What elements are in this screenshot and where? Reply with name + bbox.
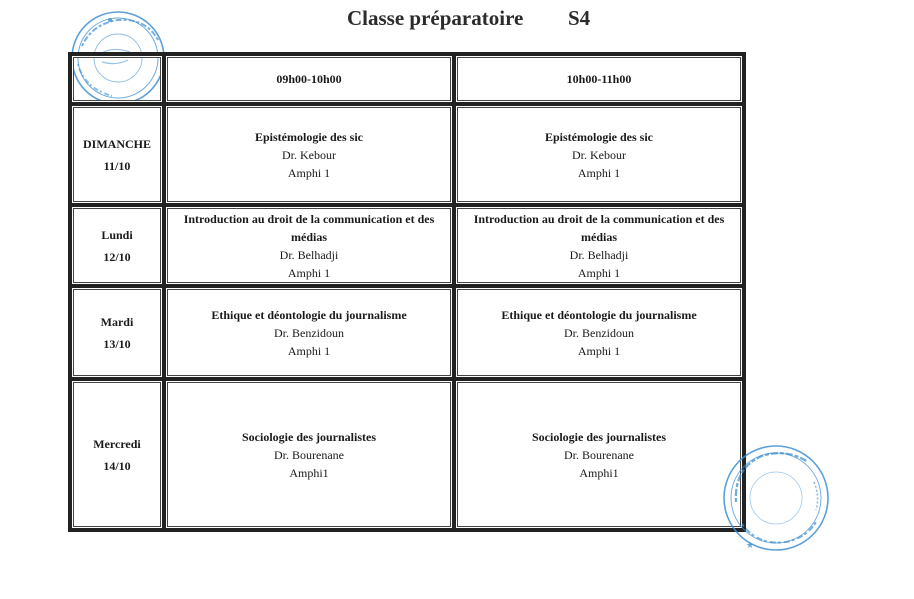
table-row [70,286,744,379]
schedule-table [68,52,746,532]
table-row [70,104,744,205]
course-title: Ethique et déontologie du journalisme [501,307,697,322]
course-cell [164,205,454,286]
course-cell [454,286,744,379]
course-cell [454,205,744,286]
course-title: Introduction au droit de la communication et des médias [473,211,725,244]
room-name: Amphi 1 [287,343,331,358]
course-title: Epistémologie des sic [255,129,363,144]
teacher-name: Dr. Benzidoun [274,325,344,340]
day-date: 14/10 [103,458,131,473]
course-cell [164,286,454,379]
day-cell [70,205,164,286]
course-cell [454,379,744,530]
teacher-name: Dr. Bourenane [564,447,634,462]
corner-cell [70,54,164,104]
table-row [70,379,744,530]
time-slot-header: 09h00-10h00 [164,54,454,104]
room-name: Amphi 1 [577,343,621,358]
teacher-name: Dr. Kebour [572,147,626,162]
day-name: DIMANCHE [83,136,151,151]
title-code: S4 [568,6,591,30]
room-name: Amphi 1 [287,165,331,180]
day-date: 12/10 [103,249,131,264]
table-header-row [70,54,744,104]
course-title: Sociologie des journalistes [532,429,666,444]
course-title: Ethique et déontologie du journalisme [211,307,407,322]
day-name: Mardi [100,314,134,329]
teacher-name: Dr. Kebour [282,147,336,162]
room-name: Amphi 1 [287,265,331,280]
time-slot-header: 10h00-11h00 [454,54,744,104]
day-cell [70,104,164,205]
day-cell [70,286,164,379]
course-title: Epistémologie des sic [545,129,653,144]
teacher-name: Dr. Benzidoun [564,325,634,340]
table-row [70,205,744,286]
title-main: Classe préparatoire [347,6,524,30]
teacher-name: Dr. Bourenane [274,447,344,462]
day-cell [70,379,164,530]
svg-text:★: ★ [746,541,755,551]
day-name: Lundi [101,227,133,242]
teacher-name: Dr. Belhadji [569,247,629,262]
course-title: Introduction au droit de la communication et des médias [183,211,435,244]
room-name: Amphi1 [579,465,619,480]
day-date: 11/10 [103,158,131,173]
course-title: Sociologie des journalistes [242,429,376,444]
course-cell [164,104,454,205]
course-cell [164,379,454,530]
day-date: 13/10 [103,336,131,351]
room-name: Amphi 1 [577,165,621,180]
teacher-name: Dr. Belhadji [279,247,339,262]
room-name: Amphi1 [289,465,329,480]
day-name: Mercredi [93,436,141,451]
room-name: Amphi 1 [577,265,621,280]
course-cell [454,104,744,205]
